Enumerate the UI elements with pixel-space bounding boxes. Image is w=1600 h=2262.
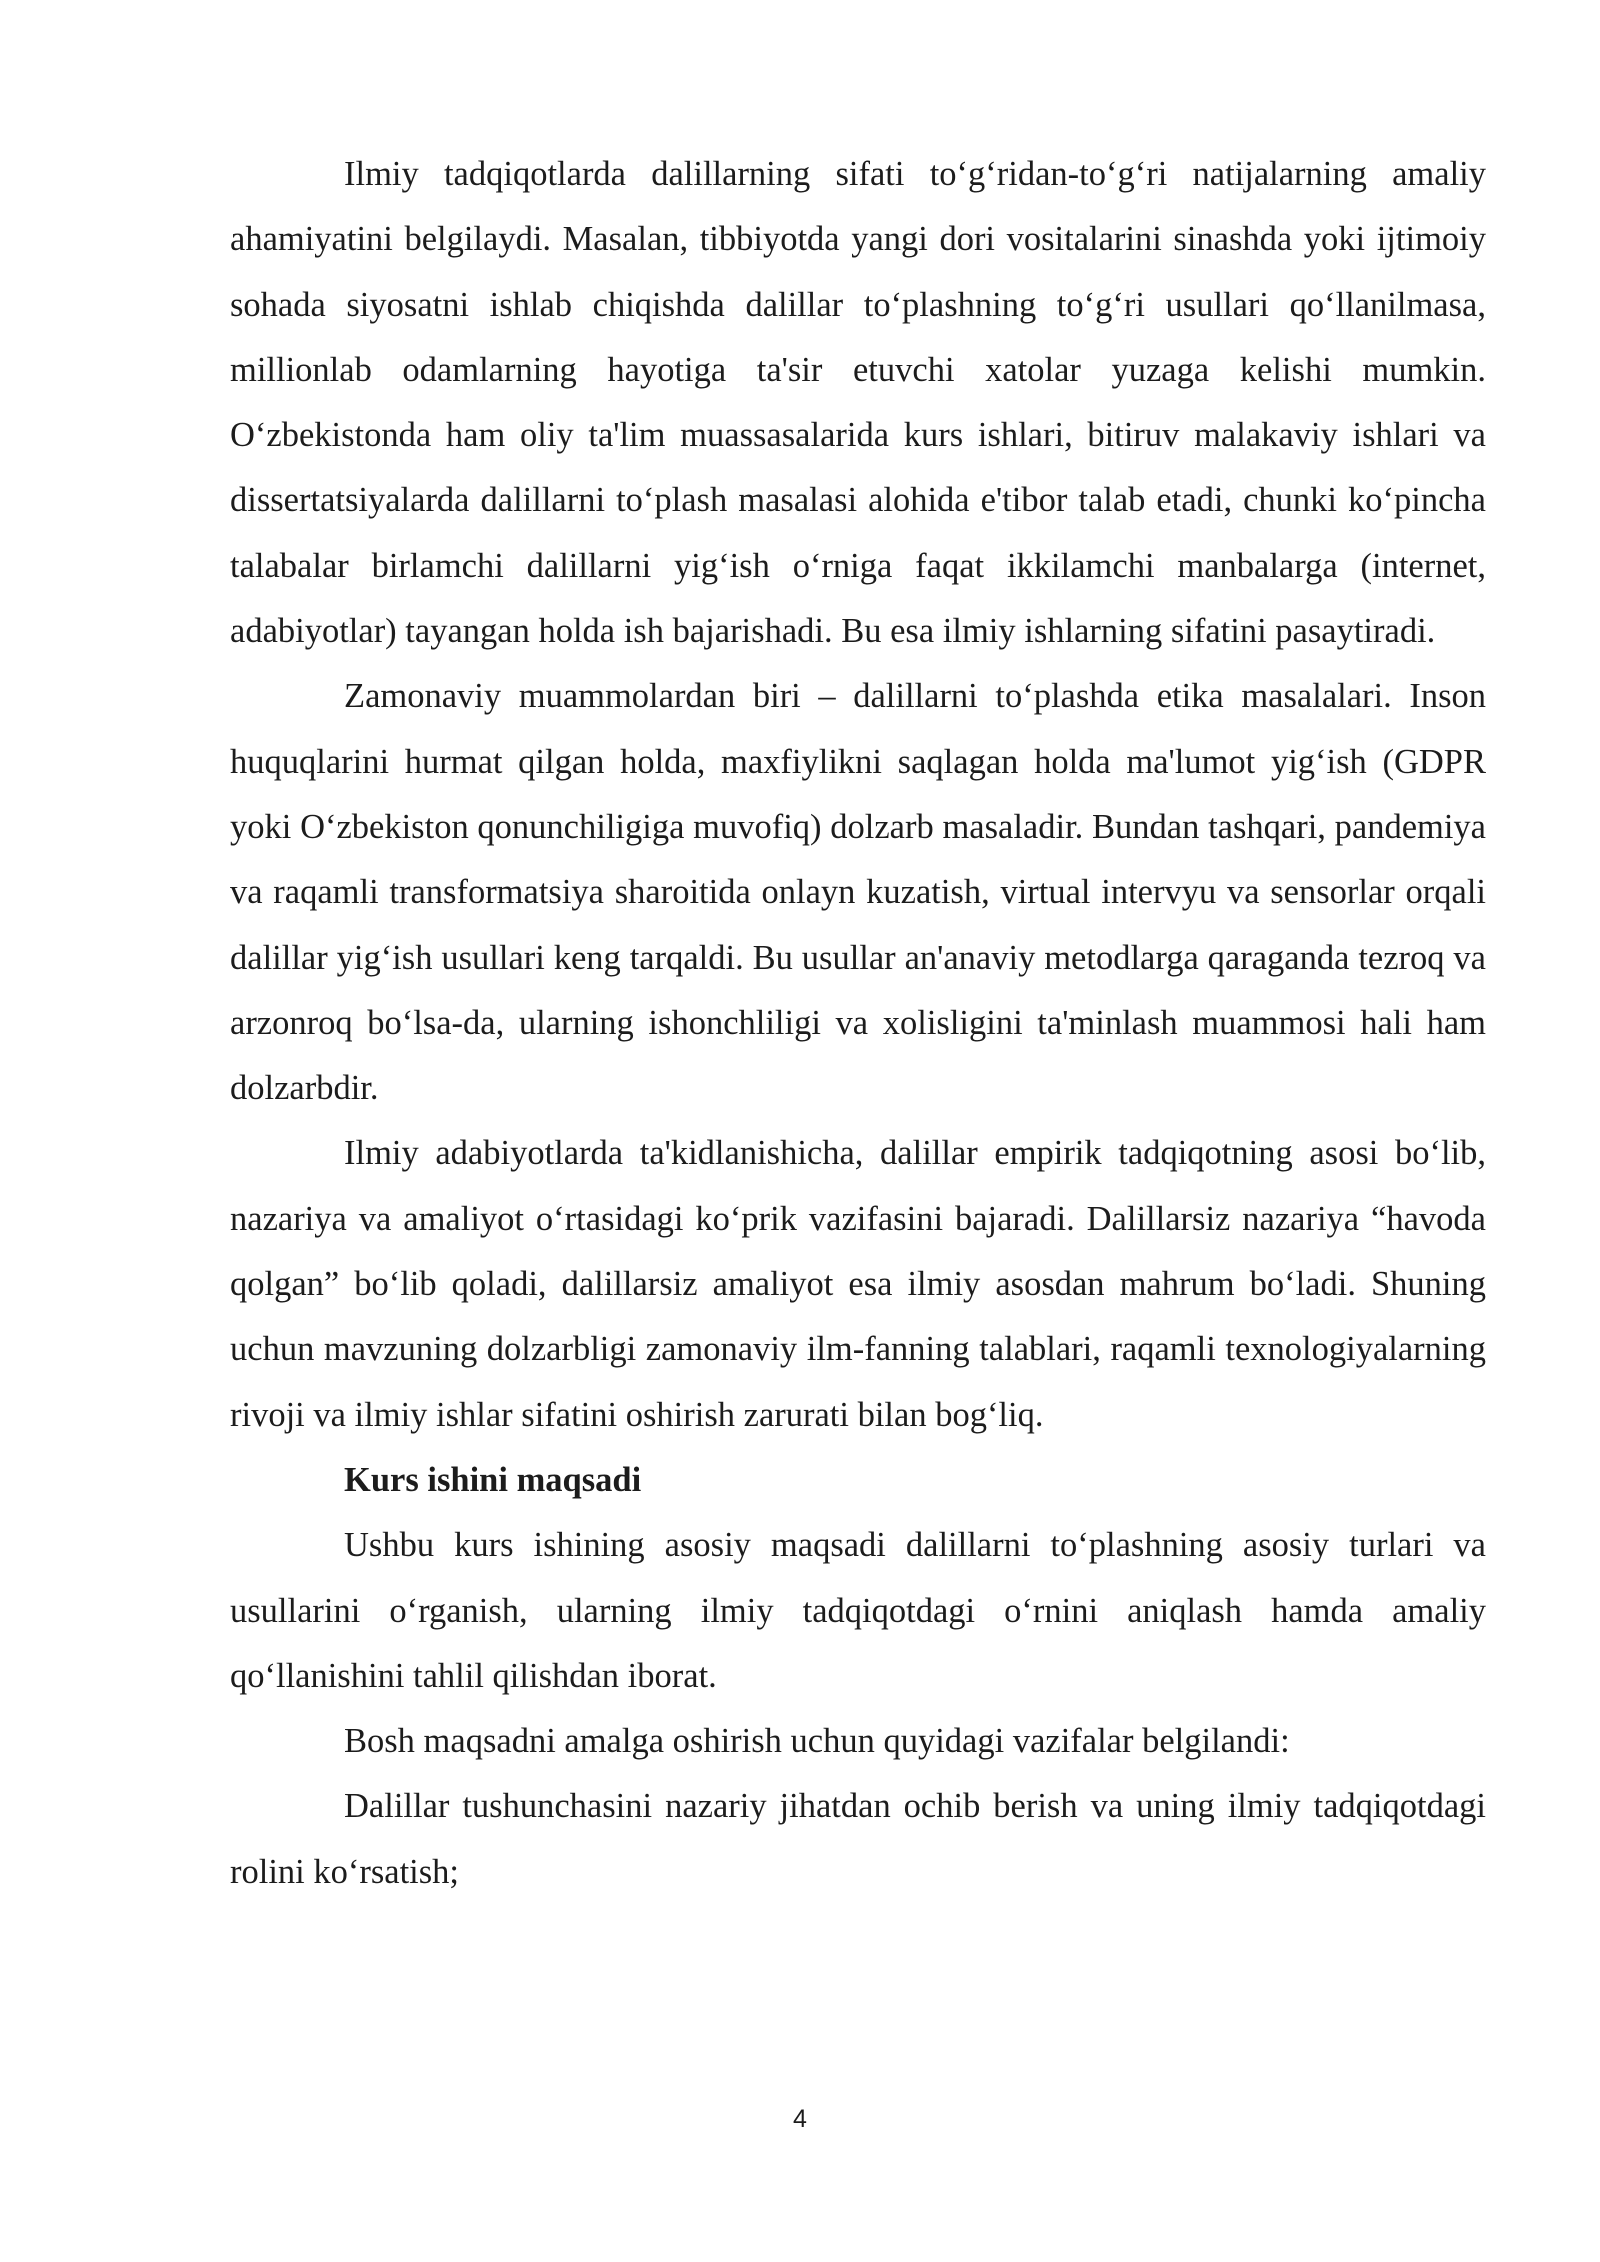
paragraph-evidence-quality: Ilmiy tadqiqotlarda dalillarning sifati to‘g‘ridan-to‘g‘ri natijalarning amaliy ahamiyatini belgilaydi. Masalan, tibbiyotda yangi dori vositalarini sinashda yoki ijtimoiy sohada siyosatni ishlab chiqishda dalillar to‘plashning to‘g‘ri usullari qo‘llanilmasa, millionlab odamlarning hayotiga ta'sir etuvchi xatolar yuzaga kelishi mumkin. O‘zbekistonda ham oliy ta'lim muassasalarida kurs ishlari, bitiruv malakaviy ishlari va dissertatsiyalarda dalillarni to‘plash masalasi alohida e'tibor talab etadi, chunki ko‘pincha talabalar birlamchi dalillarni yig‘ish o‘rniga faqat ikkilamchi manbalarga (internet, adabiyotlar) tayangan holda ish bajarishadi. Bu esa ilmiy ishlarning sifatini pasaytiradi. [230, 155, 1486, 651]
paragraph-modern-problems: Zamonaviy muammolardan biri – dalillarni to‘plashda etika masalalari. Inson huquqlarini hurmat qilgan holda, maxfiylikni saqlagan holda ma'lumot yig‘ish (GDPR yoki O‘zbekiston qonunchiligiga muvofiq) dolzarb masaladir. Bundan tashqari, pandemiya va raqamli transformatsiya sharoitida onlayn kuzatish, virtual intervyu va sensorlar orqali dalillar yig‘ish usullari keng tarqaldi. Bu usullar an'anaviy metodlarga qaraganda tezroq va arzonroq bo‘lsa-da, ularning ishonchliligi va xolisligini ta'minlash muammosi hali ham dolzarbdir. [230, 677, 1486, 1108]
paragraph-tasks-intro: Bosh maqsadni amalga oshirish uchun quyidagi vazifalar belgilandi: [344, 1722, 1290, 1761]
page-number: 4 [793, 2105, 807, 2133]
paragraph-scientific-literature: Ilmiy adabiyotlarda ta'kidlanishicha, dalillar empirik tadqiqotning asosi bo‘lib, nazariya va amaliyot o‘rtasidagi ko‘prik vazifasini bajaradi. Dalillarsiz nazariya “havoda qolgan” bo‘lib qoladi, dalillarsiz amaliyot esa ilmiy asosdan mahrum bo‘ladi. Shuning uchun mavzuning dolzarbligi zamonaviy ilm-fanning talablari, raqamli texnologiyalarning rivoji va ilmiy ishlar sifatini oshirish zarurati bilan bog‘liq. [230, 1134, 1486, 1434]
section-heading: Kurs ishini maqsadi [344, 1460, 642, 1499]
paragraph-task-1: Dalillar tushunchasini nazariy jihatdan ochib berish va uning ilmiy tadqiqotdagi rolini ko‘rsatish; [230, 1787, 1486, 1891]
paragraph-main-goal: Ushbu kurs ishining asosiy maqsadi dalillarni to‘plashning asosiy turlari va usullarini o‘rganish, ularning ilmiy tadqiqotdagi o‘rnini aniqlash hamda amaliy qo‘llanishini tahlil qilishdan iborat. [230, 1526, 1486, 1695]
page-body [230, 142, 1486, 1905]
